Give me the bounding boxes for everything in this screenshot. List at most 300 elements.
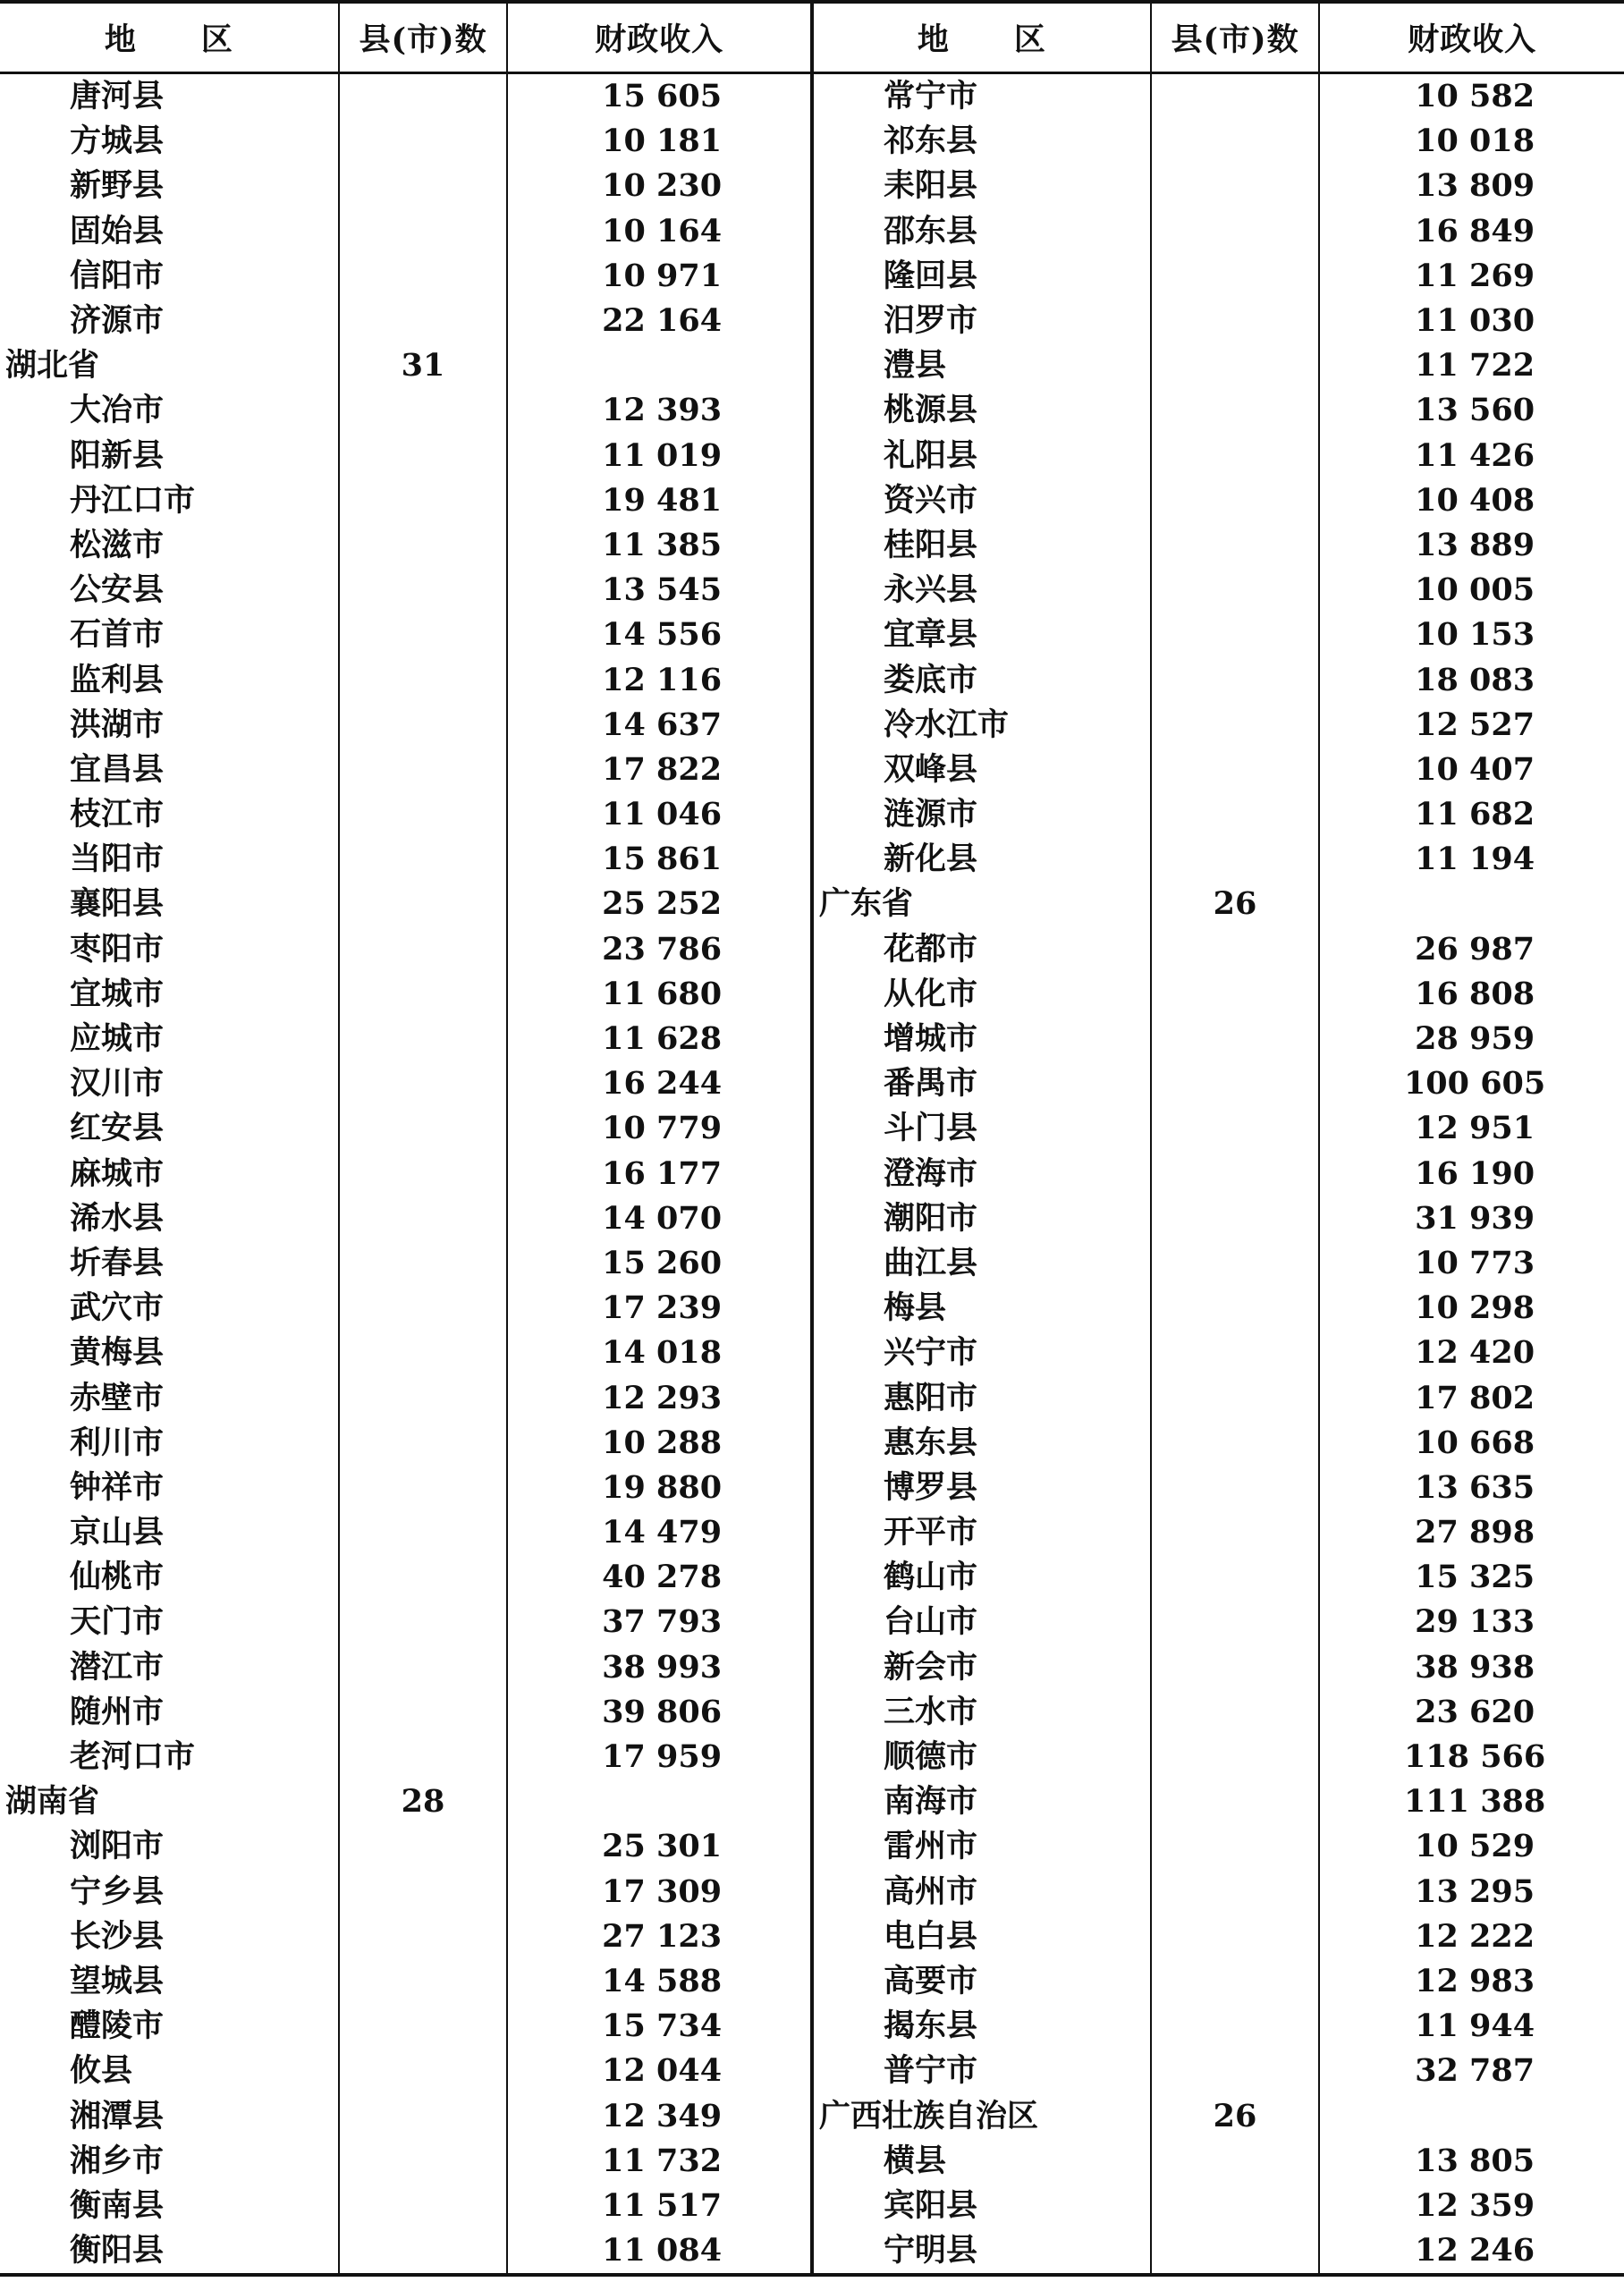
table-row bbox=[0, 209, 1624, 254]
table-row bbox=[0, 1690, 1624, 1735]
region-cell: 高州市 bbox=[812, 1870, 1151, 1914]
region-cell: 襄阳县 bbox=[0, 882, 339, 926]
region-cell: 衡南县 bbox=[0, 2184, 339, 2228]
revenue-cell: 14 637 bbox=[507, 703, 812, 748]
county-count-cell bbox=[1151, 434, 1319, 478]
table-row bbox=[0, 1914, 1624, 1959]
revenue-cell: 13 545 bbox=[507, 568, 812, 613]
table-row bbox=[0, 299, 1624, 343]
county-count-cell bbox=[339, 1645, 507, 1690]
table-row bbox=[0, 1375, 1624, 1420]
county-count-cell bbox=[339, 1061, 507, 1106]
table-row bbox=[0, 1241, 1624, 1286]
region-cell: 仙桃市 bbox=[0, 1555, 339, 1600]
region-cell: 潜江市 bbox=[0, 1645, 339, 1690]
county-count-cell bbox=[1151, 1870, 1319, 1914]
revenue-cell: 16 244 bbox=[507, 1061, 812, 1106]
table-row bbox=[0, 613, 1624, 657]
revenue-cell: 37 793 bbox=[507, 1600, 812, 1644]
table-row bbox=[0, 1600, 1624, 1644]
county-count-cell bbox=[1151, 478, 1319, 523]
region-cell: 博罗县 bbox=[812, 1466, 1151, 1510]
revenue-cell: 11 019 bbox=[507, 434, 812, 478]
revenue-cell: 27 123 bbox=[507, 1914, 812, 1959]
region-cell: 耒阳县 bbox=[812, 164, 1151, 208]
table-row bbox=[0, 2184, 1624, 2228]
table-row bbox=[0, 882, 1624, 926]
county-count-cell: 26 bbox=[1151, 882, 1319, 926]
table-row bbox=[0, 164, 1624, 208]
region-cell: 汉川市 bbox=[0, 1061, 339, 1106]
revenue-cell bbox=[1319, 2093, 1624, 2138]
table-row bbox=[0, 1645, 1624, 1690]
region-cell: 增城市 bbox=[812, 1017, 1151, 1061]
region-cell: 醴陵市 bbox=[0, 2004, 339, 2049]
revenue-cell: 12 116 bbox=[507, 657, 812, 702]
revenue-cell: 10 582 bbox=[1415, 78, 1535, 115]
region-cell: 桃源县 bbox=[812, 388, 1151, 433]
revenue-cell: 10 005 bbox=[1415, 571, 1535, 609]
revenue-cell: 17 822 bbox=[507, 748, 812, 792]
revenue-cell: 18 083 bbox=[1415, 661, 1535, 698]
region-cell: 湖南省 bbox=[0, 1779, 339, 1824]
revenue-cell: 10 779 bbox=[507, 1106, 812, 1151]
revenue-cell: 100 605 bbox=[1403, 1065, 1546, 1103]
region-cell: 红安县 bbox=[0, 1106, 339, 1151]
county-count-cell bbox=[1151, 1959, 1319, 2004]
revenue-cell: 25 252 bbox=[507, 882, 812, 926]
county-count-cell bbox=[1151, 1466, 1319, 1510]
revenue-cell: 15 734 bbox=[507, 2004, 812, 2049]
region-cell: 鹤山市 bbox=[812, 1555, 1151, 1600]
table-row bbox=[0, 1870, 1624, 1914]
county-count-cell bbox=[339, 1735, 507, 1779]
county-count-cell bbox=[1151, 523, 1319, 568]
region-cell: 永兴县 bbox=[812, 568, 1151, 613]
county-count-cell bbox=[339, 1690, 507, 1735]
revenue-cell: 10 181 bbox=[507, 119, 812, 164]
county-count-cell bbox=[339, 1331, 507, 1375]
table-row bbox=[0, 1061, 1624, 1106]
revenue-cell: 12 951 bbox=[1415, 1110, 1535, 1147]
region-cell: 信阳市 bbox=[0, 254, 339, 299]
region-cell: 澧县 bbox=[812, 343, 1151, 388]
county-count-cell bbox=[1151, 792, 1319, 837]
county-count-cell bbox=[339, 1106, 507, 1151]
table-row bbox=[0, 434, 1624, 478]
table-row bbox=[0, 388, 1624, 433]
revenue-cell: 15 861 bbox=[507, 837, 812, 882]
table-row bbox=[0, 1331, 1624, 1375]
county-count-cell bbox=[1151, 703, 1319, 748]
county-count-cell bbox=[339, 299, 507, 343]
revenue-cell: 22 164 bbox=[507, 299, 812, 343]
county-count-cell: 26 bbox=[1151, 2093, 1319, 2138]
revenue-cell: 11 732 bbox=[507, 2139, 812, 2184]
revenue-cell: 16 849 bbox=[1415, 212, 1535, 249]
region-cell: 高要市 bbox=[812, 1959, 1151, 2004]
county-count-cell bbox=[339, 2004, 507, 2049]
region-cell: 大冶市 bbox=[0, 388, 339, 433]
revenue-cell: 16 190 bbox=[1415, 1154, 1535, 1192]
revenue-cell: 11 269 bbox=[1415, 257, 1535, 294]
table-row bbox=[0, 1555, 1624, 1600]
county-count-cell bbox=[339, 2049, 507, 2093]
region-cell: 济源市 bbox=[0, 299, 339, 343]
county-count-cell bbox=[1151, 1286, 1319, 1331]
county-count-cell bbox=[339, 657, 507, 702]
county-count-cell: 28 bbox=[339, 1779, 507, 1824]
county-count-cell bbox=[1151, 1645, 1319, 1690]
region-cell: 隆回县 bbox=[812, 254, 1151, 299]
table-row bbox=[0, 1286, 1624, 1331]
table-row bbox=[0, 1779, 1624, 1824]
county-count-cell bbox=[1151, 2228, 1319, 2275]
revenue-cell: 19 880 bbox=[507, 1466, 812, 1510]
county-count-cell bbox=[339, 1196, 507, 1241]
region-cell: 宜城市 bbox=[0, 972, 339, 1017]
region-cell: 湖北省 bbox=[0, 343, 339, 388]
region-cell: 宾阳县 bbox=[812, 2184, 1151, 2228]
county-count-cell bbox=[339, 2228, 507, 2275]
region-cell: 松滋市 bbox=[0, 523, 339, 568]
region-cell: 天门市 bbox=[0, 1600, 339, 1644]
county-count-cell bbox=[1151, 1017, 1319, 1061]
revenue-cell: 17 959 bbox=[507, 1735, 812, 1779]
region-cell: 揭东县 bbox=[812, 2004, 1151, 2049]
revenue-cell: 13 560 bbox=[1415, 392, 1535, 429]
county-count-cell bbox=[339, 1286, 507, 1331]
revenue-cell: 11 517 bbox=[507, 2184, 812, 2228]
revenue-cell: 10 971 bbox=[507, 254, 812, 299]
revenue-cell: 23 786 bbox=[507, 927, 812, 972]
table-row bbox=[0, 568, 1624, 613]
county-count-cell bbox=[339, 1152, 507, 1196]
revenue-cell: 27 898 bbox=[1415, 1514, 1535, 1551]
revenue-cell: 28 959 bbox=[1415, 1020, 1535, 1058]
region-cell: 宜章县 bbox=[812, 613, 1151, 657]
region-cell: 武穴市 bbox=[0, 1286, 339, 1331]
county-count-cell bbox=[1151, 2139, 1319, 2184]
table-row bbox=[0, 1824, 1624, 1869]
region-cell: 浠水县 bbox=[0, 1196, 339, 1241]
region-cell: 澄海市 bbox=[812, 1152, 1151, 1196]
revenue-cell: 16 177 bbox=[507, 1152, 812, 1196]
revenue-cell: 111 388 bbox=[1403, 1783, 1546, 1821]
region-cell: 南海市 bbox=[812, 1779, 1151, 1824]
revenue-cell: 10 668 bbox=[1415, 1424, 1535, 1461]
revenue-cell: 11 682 bbox=[1415, 796, 1535, 833]
region-cell: 资兴市 bbox=[812, 478, 1151, 523]
county-count-cell bbox=[1151, 1061, 1319, 1106]
table-row bbox=[0, 792, 1624, 837]
region-cell: 攸县 bbox=[0, 2049, 339, 2093]
revenue-cell: 13 805 bbox=[1415, 2142, 1535, 2179]
table-row bbox=[0, 927, 1624, 972]
revenue-cell: 19 481 bbox=[507, 478, 812, 523]
region-cell: 湘潭县 bbox=[0, 2093, 339, 2138]
county-count-cell bbox=[1151, 299, 1319, 343]
revenue-cell: 13 295 bbox=[1415, 1872, 1535, 1910]
county-count-cell bbox=[1151, 1555, 1319, 1600]
revenue-cell: 17 802 bbox=[1415, 1379, 1535, 1416]
county-count-cell bbox=[339, 434, 507, 478]
table-row bbox=[0, 1017, 1624, 1061]
county-count-cell bbox=[339, 73, 507, 120]
header-count-left: 县(市)数 bbox=[339, 2, 507, 73]
region-cell: 当阳市 bbox=[0, 837, 339, 882]
table-row bbox=[0, 1421, 1624, 1466]
revenue-cell: 10 408 bbox=[1415, 481, 1535, 519]
county-count-cell bbox=[1151, 388, 1319, 433]
revenue-cell: 10 230 bbox=[507, 164, 812, 208]
county-count-cell bbox=[1151, 1375, 1319, 1420]
county-count-cell bbox=[1151, 1824, 1319, 1869]
region-cell: 钟祥市 bbox=[0, 1466, 339, 1510]
revenue-cell: 15 325 bbox=[1415, 1559, 1535, 1596]
county-count-cell bbox=[1151, 2004, 1319, 2049]
region-cell: 普宁市 bbox=[812, 2049, 1151, 2093]
county-count-cell bbox=[339, 1421, 507, 1466]
county-count-cell bbox=[339, 2184, 507, 2228]
revenue-cell: 10 288 bbox=[507, 1421, 812, 1466]
region-cell: 汨罗市 bbox=[812, 299, 1151, 343]
revenue-cell: 11 385 bbox=[507, 523, 812, 568]
header-count-right: 县(市)数 bbox=[1151, 2, 1319, 73]
revenue-cell: 25 301 bbox=[507, 1824, 812, 1869]
table-row bbox=[0, 523, 1624, 568]
revenue-cell: 38 938 bbox=[1415, 1648, 1535, 1686]
region-cell: 横县 bbox=[812, 2139, 1151, 2184]
revenue-cell: 14 556 bbox=[507, 613, 812, 657]
table-row bbox=[0, 1196, 1624, 1241]
county-count-cell bbox=[339, 523, 507, 568]
revenue-cell: 23 620 bbox=[1415, 1693, 1535, 1730]
region-cell: 衡阳县 bbox=[0, 2228, 339, 2275]
table-row bbox=[0, 2004, 1624, 2049]
revenue-cell: 14 018 bbox=[507, 1331, 812, 1375]
header-revenue-left: 财政收入 bbox=[507, 2, 812, 73]
region-cell: 老河口市 bbox=[0, 1735, 339, 1779]
county-count-cell bbox=[339, 837, 507, 882]
region-cell: 新化县 bbox=[812, 837, 1151, 882]
revenue-cell: 11 628 bbox=[507, 1017, 812, 1061]
revenue-cell bbox=[507, 343, 812, 388]
region-cell: 开平市 bbox=[812, 1510, 1151, 1555]
county-count-cell bbox=[339, 119, 507, 164]
revenue-cell: 17 239 bbox=[507, 1286, 812, 1331]
county-count-cell bbox=[1151, 613, 1319, 657]
region-cell: 邵东县 bbox=[812, 209, 1151, 254]
county-count-cell bbox=[1151, 1735, 1319, 1779]
region-cell: 祁东县 bbox=[812, 119, 1151, 164]
county-count-cell bbox=[1151, 1510, 1319, 1555]
region-cell: 新野县 bbox=[0, 164, 339, 208]
county-count-cell bbox=[1151, 1196, 1319, 1241]
region-cell: 随州市 bbox=[0, 1690, 339, 1735]
county-count-cell bbox=[1151, 657, 1319, 702]
revenue-cell: 11 194 bbox=[1415, 841, 1535, 878]
revenue-cell: 16 808 bbox=[1415, 975, 1535, 1012]
revenue-cell: 10 164 bbox=[507, 209, 812, 254]
revenue-cell: 10 773 bbox=[1415, 1244, 1535, 1281]
county-count-cell bbox=[1151, 1914, 1319, 1959]
table-row bbox=[0, 119, 1624, 164]
region-cell: 宜昌县 bbox=[0, 748, 339, 792]
county-count-cell bbox=[339, 478, 507, 523]
county-count-cell bbox=[339, 2139, 507, 2184]
county-count-cell bbox=[339, 1555, 507, 1600]
region-cell: 花都市 bbox=[812, 927, 1151, 972]
region-cell: 常宁市 bbox=[812, 73, 1151, 120]
table-row bbox=[0, 748, 1624, 792]
region-cell: 双峰县 bbox=[812, 748, 1151, 792]
region-cell: 斗门县 bbox=[812, 1106, 1151, 1151]
county-count-cell bbox=[339, 254, 507, 299]
table-row bbox=[0, 254, 1624, 299]
region-cell: 麻城市 bbox=[0, 1152, 339, 1196]
region-cell: 应城市 bbox=[0, 1017, 339, 1061]
county-count-cell bbox=[339, 972, 507, 1017]
revenue-cell: 10 529 bbox=[1415, 1828, 1535, 1865]
county-count-cell bbox=[1151, 1421, 1319, 1466]
revenue-cell: 14 479 bbox=[507, 1510, 812, 1555]
revenue-cell: 31 939 bbox=[1415, 1199, 1535, 1237]
table-row bbox=[0, 1466, 1624, 1510]
county-count-cell bbox=[339, 1824, 507, 1869]
revenue-cell: 12 044 bbox=[507, 2049, 812, 2093]
table-row bbox=[0, 343, 1624, 388]
region-cell: 监利县 bbox=[0, 657, 339, 702]
county-count-cell bbox=[339, 882, 507, 926]
table-row bbox=[0, 657, 1624, 702]
region-cell: 广东省 bbox=[812, 882, 1151, 926]
county-count-cell bbox=[339, 1510, 507, 1555]
region-cell: 洪湖市 bbox=[0, 703, 339, 748]
revenue-cell: 38 993 bbox=[507, 1645, 812, 1690]
revenue-cell: 11 030 bbox=[1415, 302, 1535, 340]
county-count-cell bbox=[1151, 73, 1319, 120]
region-cell: 台山市 bbox=[812, 1600, 1151, 1644]
revenue-cell: 17 309 bbox=[507, 1870, 812, 1914]
table-body bbox=[0, 73, 1624, 2276]
revenue-cell: 32 787 bbox=[1415, 2052, 1535, 2090]
revenue-cell: 12 293 bbox=[507, 1375, 812, 1420]
revenue-cell: 11 722 bbox=[1415, 347, 1535, 385]
header-region-left: 地 区 bbox=[0, 2, 339, 73]
county-count-cell bbox=[1151, 1779, 1319, 1824]
region-cell: 枝江市 bbox=[0, 792, 339, 837]
county-count-cell bbox=[339, 1466, 507, 1510]
revenue-cell: 40 278 bbox=[507, 1555, 812, 1600]
county-count-cell bbox=[1151, 748, 1319, 792]
revenue-cell: 12 222 bbox=[1415, 1917, 1535, 1955]
county-count-cell bbox=[1151, 119, 1319, 164]
region-cell: 电白县 bbox=[812, 1914, 1151, 1959]
region-cell: 丹江口市 bbox=[0, 478, 339, 523]
table-row bbox=[0, 972, 1624, 1017]
region-cell: 固始县 bbox=[0, 209, 339, 254]
county-count-cell: 31 bbox=[339, 343, 507, 388]
revenue-cell: 12 246 bbox=[1415, 2232, 1535, 2269]
county-count-cell bbox=[1151, 837, 1319, 882]
revenue-cell: 13 635 bbox=[1415, 1468, 1535, 1506]
county-count-cell bbox=[339, 748, 507, 792]
county-count-cell bbox=[1151, 927, 1319, 972]
county-count-cell bbox=[339, 927, 507, 972]
county-count-cell bbox=[339, 1870, 507, 1914]
revenue-cell: 11 426 bbox=[1415, 436, 1535, 474]
revenue-cell: 12 349 bbox=[507, 2093, 812, 2138]
table-row bbox=[0, 2049, 1624, 2093]
table-row bbox=[0, 1152, 1624, 1196]
table-row bbox=[0, 837, 1624, 882]
revenue-cell: 14 588 bbox=[507, 1959, 812, 2004]
county-count-cell bbox=[339, 1375, 507, 1420]
county-count-cell bbox=[339, 1017, 507, 1061]
county-count-cell bbox=[339, 164, 507, 208]
region-cell: 顺德市 bbox=[812, 1735, 1151, 1779]
county-count-cell bbox=[1151, 1690, 1319, 1735]
revenue-cell: 12 983 bbox=[1415, 1962, 1535, 1999]
county-count-cell bbox=[339, 792, 507, 837]
table-row bbox=[0, 478, 1624, 523]
table-row bbox=[0, 2139, 1624, 2184]
region-cell: 娄底市 bbox=[812, 657, 1151, 702]
region-cell: 从化市 bbox=[812, 972, 1151, 1017]
revenue-cell: 11 680 bbox=[507, 972, 812, 1017]
region-cell: 广西壮族自治区 bbox=[812, 2093, 1151, 2138]
region-cell: 曲江县 bbox=[812, 1241, 1151, 1286]
region-cell: 公安县 bbox=[0, 568, 339, 613]
county-count-cell bbox=[339, 568, 507, 613]
revenue-cell: 14 070 bbox=[507, 1196, 812, 1241]
table-row bbox=[0, 703, 1624, 748]
region-cell: 宁乡县 bbox=[0, 1870, 339, 1914]
region-cell: 唐河县 bbox=[0, 73, 339, 120]
county-count-cell bbox=[339, 388, 507, 433]
revenue-cell: 12 359 bbox=[1415, 2186, 1535, 2224]
table-row bbox=[0, 73, 1624, 120]
region-cell: 望城县 bbox=[0, 1959, 339, 2004]
county-count-cell bbox=[1151, 2184, 1319, 2228]
revenue-cell: 29 133 bbox=[1415, 1603, 1535, 1641]
region-cell: 桂阳县 bbox=[812, 523, 1151, 568]
region-cell: 惠阳市 bbox=[812, 1375, 1151, 1420]
region-cell: 宁明县 bbox=[812, 2228, 1151, 2275]
revenue-cell: 12 527 bbox=[1415, 706, 1535, 743]
region-cell: 惠东县 bbox=[812, 1421, 1151, 1466]
county-count-cell bbox=[339, 1241, 507, 1286]
revenue-cell: 10 153 bbox=[1415, 616, 1535, 654]
header-region-right: 地 区 bbox=[812, 2, 1151, 73]
region-cell: 石首市 bbox=[0, 613, 339, 657]
revenue-cell bbox=[507, 1779, 812, 1824]
table-row bbox=[0, 1959, 1624, 2004]
county-count-cell bbox=[1151, 1241, 1319, 1286]
table-row bbox=[0, 1735, 1624, 1779]
county-count-cell bbox=[1151, 1152, 1319, 1196]
county-count-cell bbox=[1151, 2049, 1319, 2093]
revenue-cell: 10 018 bbox=[1415, 123, 1535, 160]
county-count-cell bbox=[1151, 972, 1319, 1017]
county-count-cell bbox=[339, 1959, 507, 2004]
region-cell: 黄梅县 bbox=[0, 1331, 339, 1375]
revenue-cell: 39 806 bbox=[507, 1690, 812, 1735]
county-count-cell bbox=[339, 1600, 507, 1644]
county-count-cell bbox=[339, 613, 507, 657]
header-row bbox=[0, 2, 1624, 73]
